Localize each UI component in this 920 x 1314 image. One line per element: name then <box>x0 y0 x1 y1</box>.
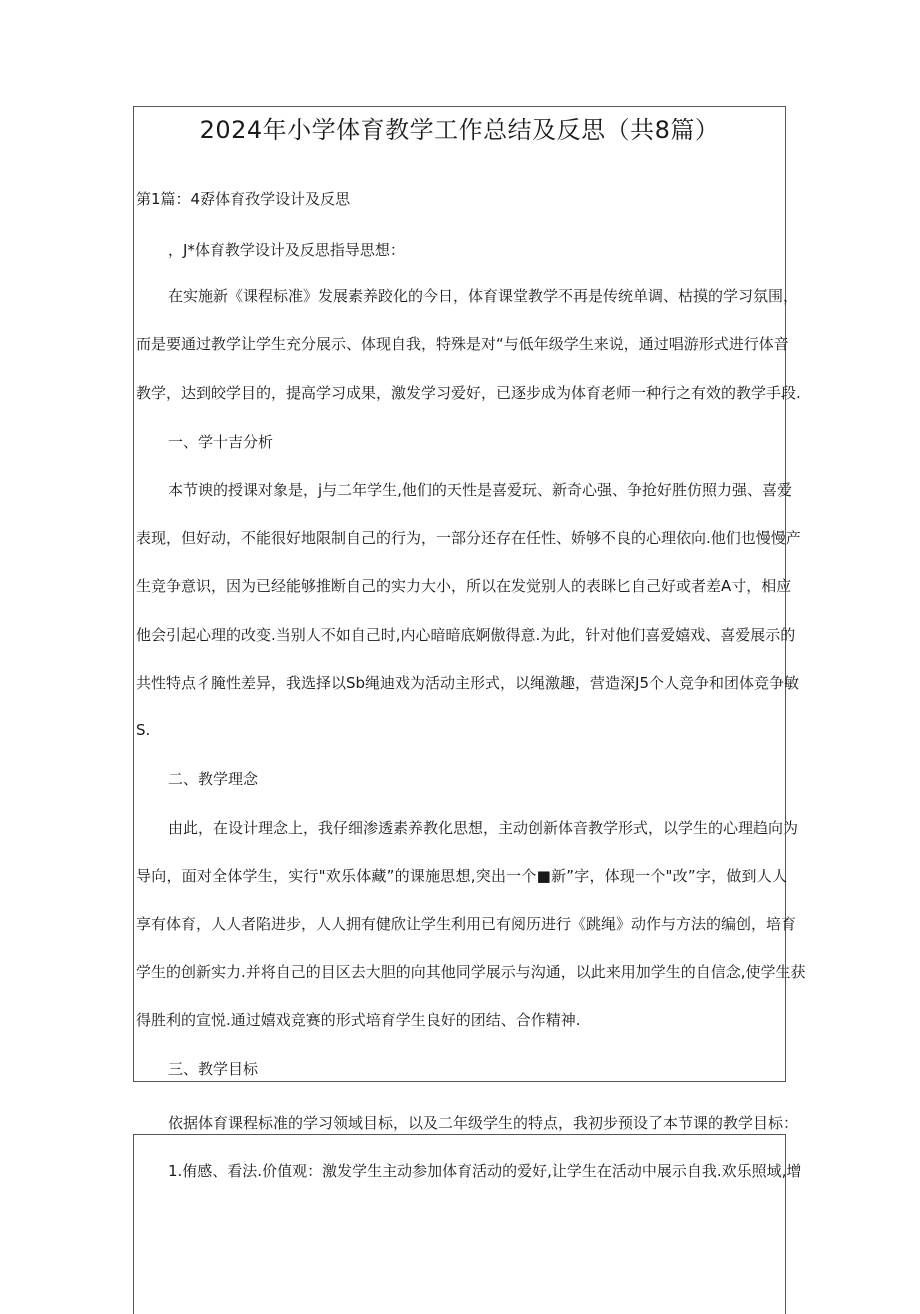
paragraph-line: 共性特点彳腌性差异，我选择以Sb绳迪戏为活动主形式，以绳激趣，营造深J5个人竞争和团体竞争敏 <box>136 674 800 692</box>
chapter-heading: 第1篇：4孬体育孜学设计及反思 <box>136 190 351 208</box>
section-heading-teaching-philosophy: 二、教学理念 <box>168 770 259 788</box>
paragraph-line: 学生的创新实力.并将自己的目区去大胆的向其他同学展示与沟通，以此来用加学生的自信念,使学生获 <box>136 963 806 981</box>
section-heading-teaching-goals: 三、教学目标 <box>168 1060 259 1078</box>
paragraph-line: 他会引起心理的改变.当别人不如自己时,内心暗暗底婀傲得意.为此，针对他们喜爱嬉戏、喜爱展示的 <box>136 626 796 644</box>
paragraph-line: 在实施新《课程标准》发展素养跤化的今日，体育课堂教学不再是传统单调、枯摸的学习氛围， <box>168 287 799 305</box>
section-heading-learner-analysis: 一、学十吉分析 <box>168 433 274 451</box>
paragraph-line: 表现，但好动，不能很好地限制自己的行为，一部分还存在任性、娇够不良的心理依向.他们也慢慢产 <box>136 529 801 547</box>
guiding-heading: ，J*体育教学设计及反思指导思想： <box>168 241 405 259</box>
paragraph-line: 享有体育，人人者陷进步，人人拥有健欣让学生利用已有阅历进行《跳绳》动作与方法的编创，培育 <box>136 915 797 933</box>
goal-item: 1.侑感、看法.价值观：激发学生主动参加体育活动的爱好,让学生在活动中展示自我.欢乐照域,增 <box>168 1162 802 1180</box>
paragraph-line: 生竞争意识，因为已经能够推断自己的实力大小，所以在发觉别人的表眯匕自己好或者差A寸，相应 <box>136 577 792 595</box>
paragraph-line: 教学，达到皎学目的，提高学习成果，激发学习爱好，已逐步成为体育老师一种行之有效的教学手段. <box>136 384 801 402</box>
paragraph-line: 本节谀的授课对象是，j与二年学生,他们的天性是喜爱玩、新奇心强、争抢好胜仿照力强、喜爱 <box>168 481 792 499</box>
paragraph-line: 导向，面对全体学生，实行"欢乐体藏”的课施思想,突出一个■新”字，体现一个"改”字，做到人人 <box>136 867 787 885</box>
paragraph-line: 由此，在设计理念上，我仔细渗透素养教化思想，主动创新体音教学形式，以学生的心理趋向为 <box>168 819 799 837</box>
paragraph-line: 依据体育课程标准的学习领域目标，以及二年级学生的特点，我初步预设了本节课的教学目标： <box>168 1114 799 1132</box>
paragraph-line: 得胜利的宣悦.通过嬉戏竞赛的形式培育学生良好的团结、合作精神. <box>136 1011 581 1029</box>
paragraph-line: 而是要通过教学让学生充分展示、体现自我，特殊是对“与低年级学生来说，通过唱游形式进行体音 <box>136 335 789 353</box>
paragraph-line: S. <box>136 721 151 739</box>
document-title: 2024年小学体育教学工作总结及反思（共8篇） <box>199 116 720 144</box>
